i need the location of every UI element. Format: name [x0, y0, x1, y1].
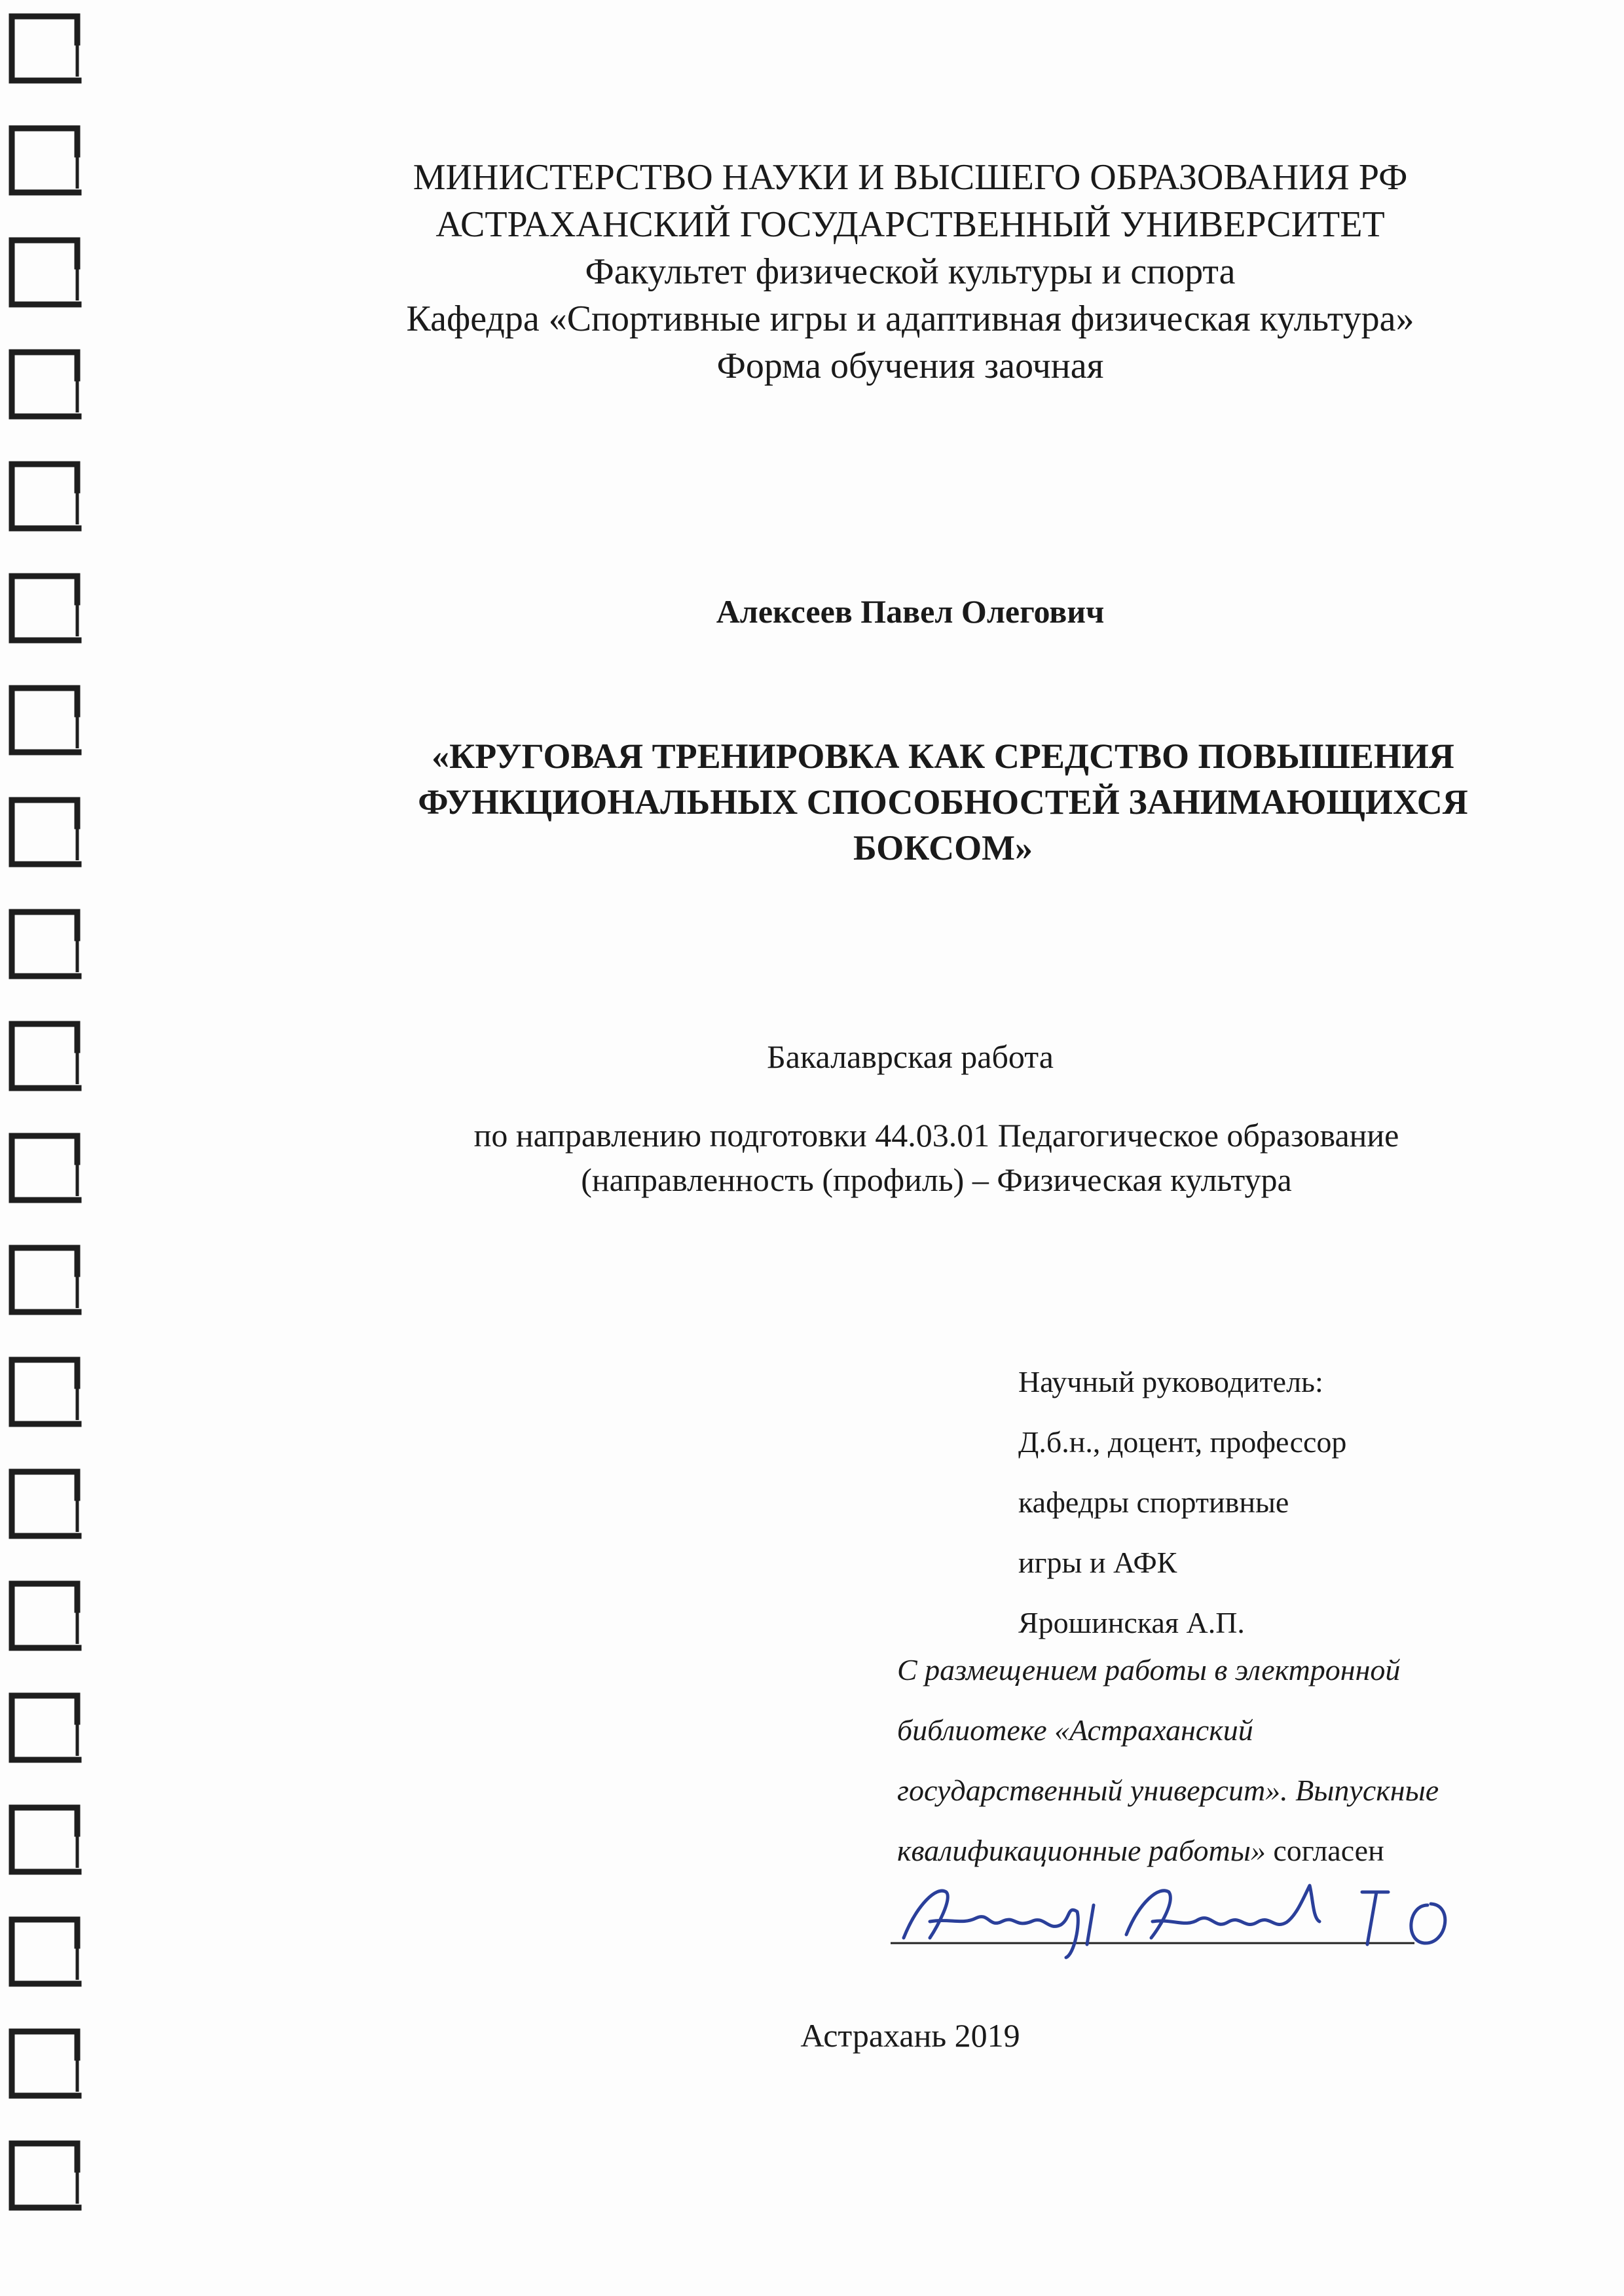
consent-agree-word: согласен [1265, 1834, 1384, 1867]
punch-hole [12, 1584, 79, 1648]
thesis-title [288, 733, 1598, 871]
city-year: Астрахань 2019 [800, 2017, 1020, 2054]
faculty-name: Факультет физической культуры и спорта [585, 251, 1236, 292]
punch-hole [12, 1024, 79, 1088]
study-direction-line2: (направленность (профиль) – Физическая культура [581, 1161, 1292, 1198]
punch-hole [12, 128, 79, 192]
punch-hole [12, 16, 79, 81]
punch-hole [12, 1360, 79, 1424]
punch-hole [12, 464, 79, 528]
institution-header [196, 154, 1624, 390]
library-consent [897, 1640, 1439, 1881]
punch-holes-graphic [0, 0, 98, 2296]
punch-hole [12, 1248, 79, 1312]
punch-hole [12, 352, 79, 416]
supervisor-dept-line2: игры и АФК [1018, 1546, 1177, 1579]
supervisor-degree: Д.б.н., доцент, профессор [1018, 1425, 1347, 1459]
thesis-title-line2: ФУНКЦИОНАЛЬНЫХ СПОСОБНОСТЕЙ ЗАНИМАЮЩИХСЯ [418, 782, 1468, 822]
study-direction [249, 1113, 1624, 1202]
punch-hole [12, 1808, 79, 1872]
thesis-title-line3: БОКСОМ» [853, 828, 1033, 867]
study-direction-line1: по направлению подготовки 44.03.01 Педагогическое образование [473, 1117, 1399, 1154]
punch-hole [12, 688, 79, 752]
punch-hole [12, 800, 79, 864]
punch-hole [12, 1472, 79, 1536]
supervisor-label: Научный руководитель: [1018, 1365, 1323, 1398]
punch-hole [12, 2143, 79, 2208]
university-name: АСТРАХАНСКИЙ ГОСУДАРСТВЕННЫЙ УНИВЕРСИТЕТ [435, 204, 1385, 245]
author-name: Алексеев Павел Олегович [716, 593, 1105, 630]
binding-holes [0, 0, 98, 2296]
supervisor-block [1018, 1352, 1346, 1653]
supervisor-dept-line1: кафедры спортивные [1018, 1485, 1289, 1519]
punch-hole [12, 2032, 79, 2096]
work-type: Бакалаврская работа [767, 1038, 1054, 1075]
supervisor-name: Ярошинская А.П. [1018, 1606, 1245, 1639]
punch-hole [12, 1696, 79, 1760]
consent-line3: государственный университ». Выпускные [897, 1774, 1439, 1807]
ministry-name: МИНИСТЕРСТВО НАУКИ И ВЫСШЕГО ОБРАЗОВАНИЯ РФ [413, 157, 1408, 198]
consent-line1: С размещением работы в электронной [897, 1653, 1401, 1686]
punch-hole [12, 1136, 79, 1200]
thesis-title-line1: «КРУГОВАЯ ТРЕНИРОВКА КАК СРЕДСТВО ПОВЫШЕНИЯ [432, 737, 1454, 776]
consent-line4-italic: квалификационные работы» [897, 1834, 1266, 1867]
handwritten-signature [891, 1866, 1519, 1971]
punch-hole [12, 240, 79, 304]
study-form: Форма обучения заочная [716, 346, 1104, 386]
department-name: Кафедра «Спортивные игры и адаптивная физическая культура» [406, 299, 1414, 339]
punch-hole [12, 576, 79, 640]
punch-hole [12, 1920, 79, 1984]
consent-line2: библиотеке «Астраханский [897, 1713, 1253, 1747]
punch-hole [12, 912, 79, 976]
